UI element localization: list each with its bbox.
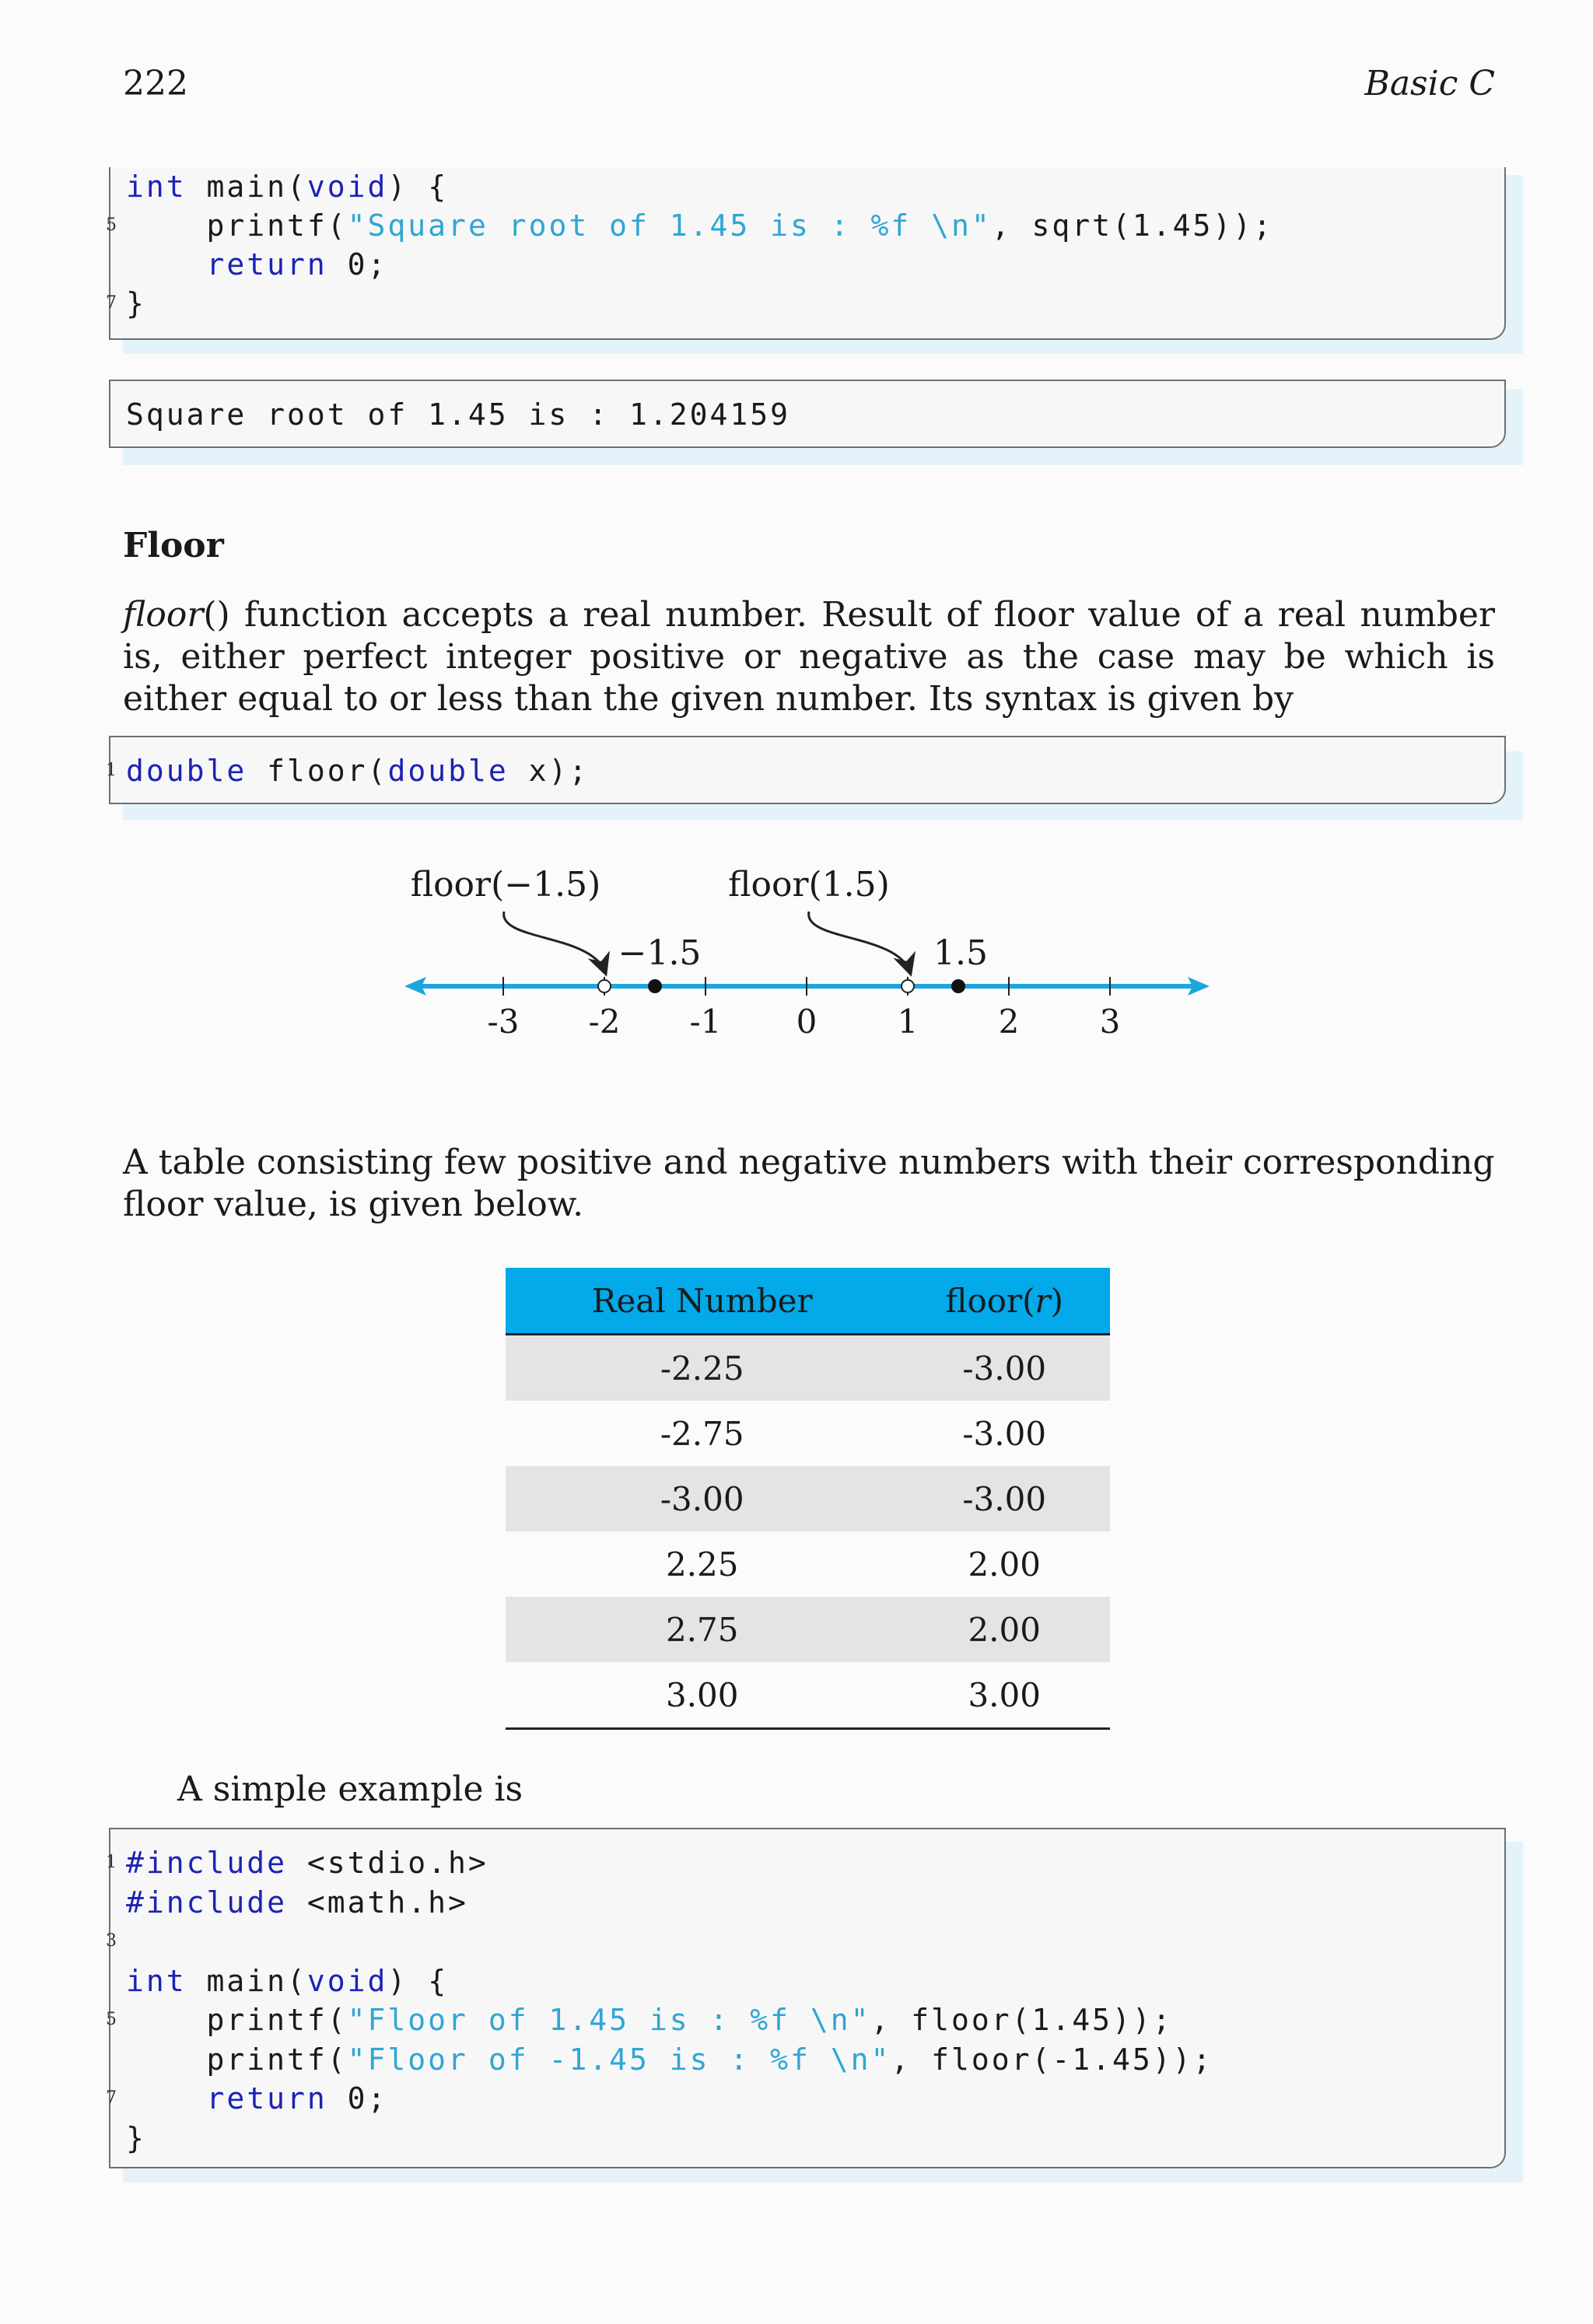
number-line-figure <box>0 848 1593 1058</box>
tick-label: -1 <box>689 1003 722 1041</box>
code-string: "Floor of -1.45 is : %f \n" <box>347 2042 891 2077</box>
tick-label: -2 <box>588 1003 621 1041</box>
open-point-neg <box>598 980 611 992</box>
line-number: 5 <box>106 2010 117 2029</box>
tick-label: 1 <box>897 1003 919 1041</box>
code-line <box>106 2000 1173 2039</box>
arrow-to-floor-neg <box>504 912 605 972</box>
cell-real-number: -2.75 <box>660 1414 744 1453</box>
code-keyword: #include <box>126 1846 288 1880</box>
code-text: <math.h> <box>287 1885 468 1920</box>
code-text: } <box>126 286 146 320</box>
cell-real-number: -2.25 <box>506 1335 898 1402</box>
table-row <box>506 1466 1110 1531</box>
table-row <box>506 1662 1110 1729</box>
code-line <box>106 206 1274 245</box>
output-line: Square root of 1.45 is : 1.204159 <box>126 397 790 432</box>
tick-label: -3 <box>487 1003 520 1041</box>
page-header <box>123 64 1495 110</box>
code-line <box>126 245 387 284</box>
tick-label: 2 <box>998 1003 1020 1041</box>
code-text: x); <box>508 754 590 788</box>
page-number: 222 <box>123 64 188 103</box>
code-text: 0; <box>327 2081 388 2116</box>
code-text: printf( <box>126 2042 348 2077</box>
example-intro: A simple example is <box>177 1769 523 1809</box>
code-keyword: return <box>206 247 327 282</box>
code-line <box>106 2079 388 2118</box>
code-line <box>106 751 590 790</box>
code-keyword: return <box>206 2081 327 2116</box>
code-text: , sqrt(1.45)); <box>991 208 1274 243</box>
code-line <box>106 284 146 323</box>
code-block-3 <box>106 1828 1506 2168</box>
paragraph-text: () function accepts a real number. Result of floor value of a real number is, either perfect integer positive or negative as the case may be which is either equal to or less than the given number. Its syntax is given by <box>123 595 1495 719</box>
code-text: floor( <box>247 754 388 788</box>
code-string: "Square root of 1.45 is : %f \n" <box>347 208 992 243</box>
cell-floor-value: 2.00 <box>968 1545 1041 1584</box>
table-header-row <box>506 1268 1110 1335</box>
code-text: main( <box>186 1963 307 1998</box>
code-block-1 <box>106 167 1506 340</box>
filled-point-pos <box>951 979 965 993</box>
code-line <box>126 2119 146 2158</box>
label-floor-neg: floor(−1.5) <box>410 865 601 905</box>
line-number: 7 <box>106 2088 117 2108</box>
floor-table <box>506 1268 1110 1730</box>
label-point-neg: −1.5 <box>618 933 702 973</box>
header-floor: floor(r) <box>898 1268 1110 1335</box>
line-number: 3 <box>106 1931 117 1951</box>
line-number: 5 <box>106 215 117 235</box>
tick-label: 0 <box>796 1003 818 1041</box>
code-text: printf( <box>126 2003 348 2037</box>
output-block <box>109 380 1506 448</box>
code-keyword: void <box>306 1963 388 1998</box>
table-row <box>506 1531 1110 1597</box>
code-keyword: double <box>126 754 247 788</box>
code-keyword: int <box>126 1963 187 1998</box>
code-text <box>126 2081 207 2116</box>
open-point-pos <box>902 980 914 992</box>
code-text <box>126 247 207 282</box>
code-line <box>106 1843 488 1882</box>
line-number: 1 <box>106 1853 117 1872</box>
cell-real-number: 2.25 <box>665 1545 739 1584</box>
code-line <box>126 167 448 206</box>
code-keyword: int <box>126 170 187 204</box>
header-real-number: Real Number <box>506 1268 898 1335</box>
filled-point-neg <box>648 979 662 993</box>
code-text: printf( <box>126 208 348 243</box>
label-point-pos: 1.5 <box>933 933 988 973</box>
cell-real-number: 2.75 <box>506 1597 898 1662</box>
code-text: ) { <box>387 170 449 204</box>
table-row <box>506 1335 1110 1402</box>
cell-floor-value: -3.00 <box>898 1335 1110 1402</box>
code-keyword: #include <box>126 1885 288 1920</box>
code-text: , floor(-1.45)); <box>891 2042 1213 2077</box>
cell-floor-value: 3.00 <box>898 1662 1110 1729</box>
code-text: ) { <box>387 1963 449 1998</box>
code-keyword: double <box>387 754 509 788</box>
label-floor-pos: floor(1.5) <box>728 865 890 905</box>
code-text: , floor(1.45)); <box>870 2003 1173 2037</box>
cell-real-number: 3.00 <box>506 1662 898 1729</box>
paragraph-table-intro: A table consisting few positive and negative numbers with their corresponding floor value, is given below. <box>123 1143 1495 1224</box>
code-text: <stdio.h> <box>287 1846 488 1880</box>
code-keyword: void <box>306 170 388 204</box>
table-row <box>506 1597 1110 1662</box>
code-string: "Floor of 1.45 is : %f \n" <box>347 2003 871 2037</box>
cell-real-number: -3.00 <box>506 1466 898 1531</box>
table-row <box>506 1401 1110 1466</box>
code-line <box>126 2040 1213 2079</box>
line-number: 1 <box>106 761 117 780</box>
chapter-title: Basic C <box>1364 64 1495 103</box>
arrow-to-floor-pos <box>809 912 910 972</box>
line-number: 7 <box>106 293 117 313</box>
cell-floor-value: 2.00 <box>898 1597 1110 1662</box>
code-block-2 <box>106 736 1506 804</box>
code-text: 0; <box>327 247 388 282</box>
cell-floor-value: -3.00 <box>898 1466 1110 1531</box>
tick-label: 3 <box>1099 1003 1121 1041</box>
section-title: Floor <box>123 526 224 565</box>
function-name: floor <box>123 595 204 635</box>
code-text: } <box>126 2120 146 2155</box>
paragraph-floor-description <box>123 594 1495 720</box>
code-line <box>126 1883 468 1922</box>
cell-floor-value: -3.00 <box>962 1414 1047 1453</box>
code-text: main( <box>186 170 307 204</box>
code-line <box>126 1962 448 2000</box>
